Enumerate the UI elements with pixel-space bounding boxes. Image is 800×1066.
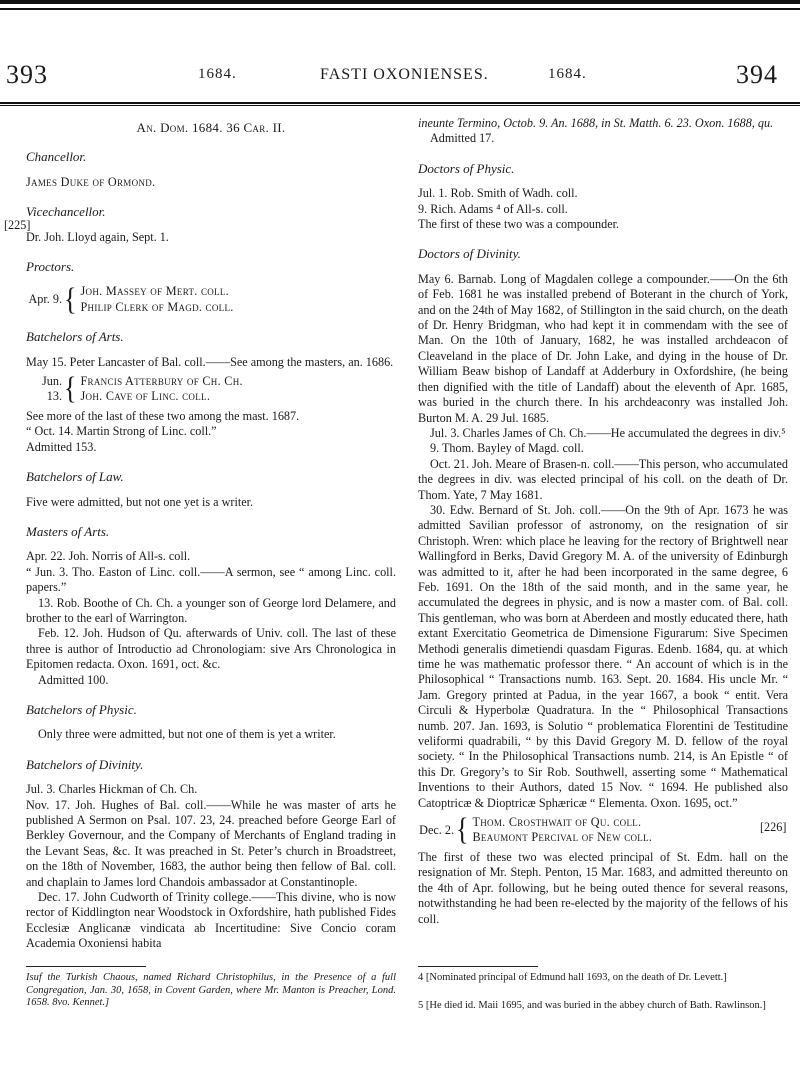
ma-entry-2: “ Jun. 3. Tho. Easton of Linc. coll.——A sermon, see “ among Linc. coll. papers.” [26, 564, 396, 595]
chancellor-heading: Chancellor. [26, 149, 87, 165]
dd-entry-6: The first of these two was elected principal of St. Edm. hall on the resignation of Mr. Steph. Penton, 15 Mar. 1683, and admitted thereunto on the 4th of Apr. following, but he being outed thence for several reasons, notwithstanding he had been re-elected by the majority of the fellows of his coll. [418, 849, 788, 926]
dd-brace-item-2: Beaumont Percival of New coll. [472, 830, 653, 845]
ma-admitted: Admitted 100. [38, 672, 109, 687]
ma-entry-1: Apr. 22. Joh. Norris of All-s. coll. [26, 549, 191, 564]
left-column [26, 116, 396, 952]
page-number-right: 394 [736, 60, 778, 89]
bl-heading: Batchelors of Law. [26, 469, 124, 485]
right-column [418, 116, 788, 927]
continuation-admitted: Admitted 17. [430, 131, 495, 146]
dp-entry-2: 9. Rich. Adams ⁴ of All-s. coll. [418, 201, 568, 216]
ba-entry-2: See more of the last of these two among the mast. 1687. [26, 408, 300, 423]
brace-glyph: { [456, 812, 469, 848]
margin-note-right: [226] [760, 820, 787, 834]
footnote-left: Isuf the Turkish Chaous, named Richard Christophilus, in the Presence of a full Congregation, Jan. 30, 1658, in Covent Garden, where Mr. Manton is Preacher, Lond. 1658. 8vo. Kennet.] [26, 972, 396, 1009]
running-year-left: 1684. [198, 66, 237, 82]
dp-heading: Doctors of Physic. [418, 160, 515, 176]
bd-entry-1: Jul. 3. Charles Hickman of Ch. Ch. [26, 782, 198, 797]
bd-heading: Batchelors of Divinity. [26, 756, 144, 772]
proctors-brace [26, 281, 396, 317]
ba-brace [26, 371, 396, 407]
margin-note-left: [225] [4, 218, 31, 232]
brace-glyph: { [64, 371, 77, 407]
bl-text: Five were admitted, but not one yet is a writer. [26, 494, 254, 509]
bp-text: Only three were admitted, but not one of them is yet a writer. [38, 727, 336, 742]
running-year-right: 1684. [548, 66, 587, 82]
footnote-5: 5 [He died id. Maii 1695, and was buried in the abbey church of Bath. Rawlinson.] [418, 1000, 766, 1011]
header-rule-thin [0, 105, 800, 106]
bd-entry-2: Nov. 17. Joh. Hughes of Bal. coll.——While he was master of arts he published A Sermon on Psal. 107. 23, 24. preached before George Earl of Berkley Governour, and the Company of Merchants of England trading in the Levant Seas, &c. It was preached in St. Peter’s church in Broadstreet, on the 18th of November, 1683, the author being then fellow of Bal. coll. and chaplain to James lord Chandois ambassador at Constantinople. [26, 797, 396, 889]
dd-entry-1: May 6. Barnab. Long of Magdalen college a compounder.——On the 6th of Feb. 1681 he was installed prebend of Boterant in the church of York, and on the 24th of May 1682, of Stillington in the said church, on the death of Dr. Henry Bridgman, who had kept it in commendam with the see of Man. On the 10th of January, 1682, he was installed archdeacon of Cleaveland in the place of Dr. John Lake, and dying in the house of Dr. William Beaw bishop of Landaff at Adderbury in Oxfordshire, (he being then dignified with the title of Landaff) about the eleventh of Apr. 1685, was buried in the church there. In his archdeaconry was installed Joh. Burton M. A. 29 Jul. 1685. [418, 271, 788, 425]
dd-brace [418, 812, 788, 848]
ma-entry-4: Feb. 12. Joh. Hudson of Qu. afterwards of Univ. coll. The last of these three is author of Introductio ad Chronologiam: sive Ars Chronologica in Epitomen redacta. Oxon. 1691, oct. &c. [26, 626, 396, 672]
ba-heading: Batchelors of Arts. [26, 329, 124, 345]
header-rule [0, 102, 800, 104]
chancellor: James Duke of Ormond. [26, 174, 156, 189]
footnote-rule-left [26, 966, 146, 967]
dd-brace-date: Dec. 2. [419, 822, 454, 837]
continuation: ineunte Termino, Octob. 9. An. 1688, in St. Matth. 6. 23. Oxon. 1688, qu. [418, 116, 774, 130]
proctors-date: Apr. 9. [28, 292, 62, 307]
vicechancellor-heading: Vicechancellor. [26, 204, 106, 220]
dd-entry-3: 9. Thom. Bayley of Magd. coll. [430, 441, 584, 456]
ba-admitted: Admitted 153. [26, 439, 97, 454]
brace-glyph: { [64, 281, 77, 317]
top-rule-thin [0, 8, 800, 10]
proctor-2: Philip Clerk of Magd. coll. [80, 299, 234, 314]
ma-heading: Masters of Arts. [26, 523, 110, 539]
dd-heading: Doctors of Divinity. [418, 246, 521, 262]
running-title: FASTI OXONIENSES. [320, 66, 489, 83]
dd-entry-5: 30. Edw. Bernard of St. Joh. coll.——On the 9th of Apr. 1673 he was admitted Savilian professor of astronomy, on the resignation of sir Christoph. Wren: which place he leaving for the rectory of Brightwell near Wallingford in Berks, David Gregory M. A. of the university of Edinburgh was admitted to it, after he had been incorporated in the same degree, 6 Feb. 1691. On the 18th of the said month, and in the same year, he accumulated the degrees in physic, and is now a master com. of Bal. coll. This gentleman, who was born at Aberdeen and mostly educated there, hath extant Exercitatio Geometrica de Dimensione Figurarum: Sive Specimen Methodi generalis dimetiendi quasdam Figuras. Edenb. 1684, qu. at which time he was mathematic professor there. “ An account of which is in the Philosophical “ Transactions numb. 163. Sept. 20. 1684. His uncle Mr. “ Jam. Gregory printed at Padua, in the year 1667, a book “ entit. Vera Circuli & Hyperbolæ Quadratura. In the “ Philosophical Transactions numb. 207. Jan. 1693, is Solutio “ problematica Florentini de Testitudine veliformi quadrabili, “ by this David Gregory M. D. fellow of the royal society. “ In the Philosophical Transactions numb. 214, is An Epistle “ of this Dr. Gregory’s to Sir Rob. Southwell, asserting some “ Mathematical Inventions to their Authors, dated 15 Nov. “ 1694. He published also Catoptricæ & Dioptricæ Sphæricæ “ Elementa. Oxon. 1695, oct.” [418, 502, 788, 810]
ba-brace-item-1: Francis Atterbury of Ch. Ch. [80, 374, 243, 389]
bp-heading: Batchelors of Physic. [26, 701, 137, 717]
ba-brace-item-2: Joh. Cave of Linc. coll. [80, 389, 211, 404]
footnote-4: 4 [Nominated principal of Edmund hall 1693, on the death of Dr. Levett.] [418, 972, 727, 983]
ba-entry-1: May 15. Peter Lancaster of Bal. coll.——See among the masters, an. 1686. [26, 354, 394, 369]
ba-brace-date: Jun. 13. [42, 374, 62, 404]
footnote-rule-right [418, 966, 538, 967]
proctors-heading: Proctors. [26, 259, 75, 275]
proctor-1: Joh. Massey of Mert. coll. [80, 284, 229, 299]
ba-entry-3: “ Oct. 14. Martin Strong of Linc. coll.” [26, 424, 217, 439]
dd-entry-2: Jul. 3. Charles James of Ch. Ch.——He accumulated the degrees in div.⁵ [430, 425, 786, 440]
dd-entry-4: Oct. 21. Joh. Meare of Brasen-n. coll.——This person, who accumulated the degrees in div. was elected principal of his coll. on the death of Dr. Thom. Yate, 7 May 1681. [418, 456, 788, 502]
top-rule [0, 0, 800, 4]
year-line: An. Dom. 1684. 36 Car. II. [136, 120, 286, 135]
vicechancellor: Dr. Joh. Lloyd again, Sept. 1. [26, 229, 169, 244]
dp-entry-1: Jul. 1. Rob. Smith of Wadh. coll. [418, 186, 578, 201]
bd-entry-3: Dec. 17. John Cudworth of Trinity college.——This divine, who is now rector of Kiddlington near Woodstock in Oxfordshire, hath published Fides Ecclesiæ Anglicanæ vindicata ab Incertitudine: Sive Concio coram Academia Oxoniensi habita [26, 890, 396, 951]
page-number-left: 393 [6, 60, 48, 89]
dd-brace-item-1: Thom. Crosthwait of Qu. coll. [472, 815, 642, 830]
dp-entry-3: The first of these two was a compounder. [418, 217, 620, 232]
ma-entry-3: 13. Rob. Boothe of Ch. Ch. a younger son of George lord Delamere, and brother to the earl of Warrington. [26, 595, 396, 625]
